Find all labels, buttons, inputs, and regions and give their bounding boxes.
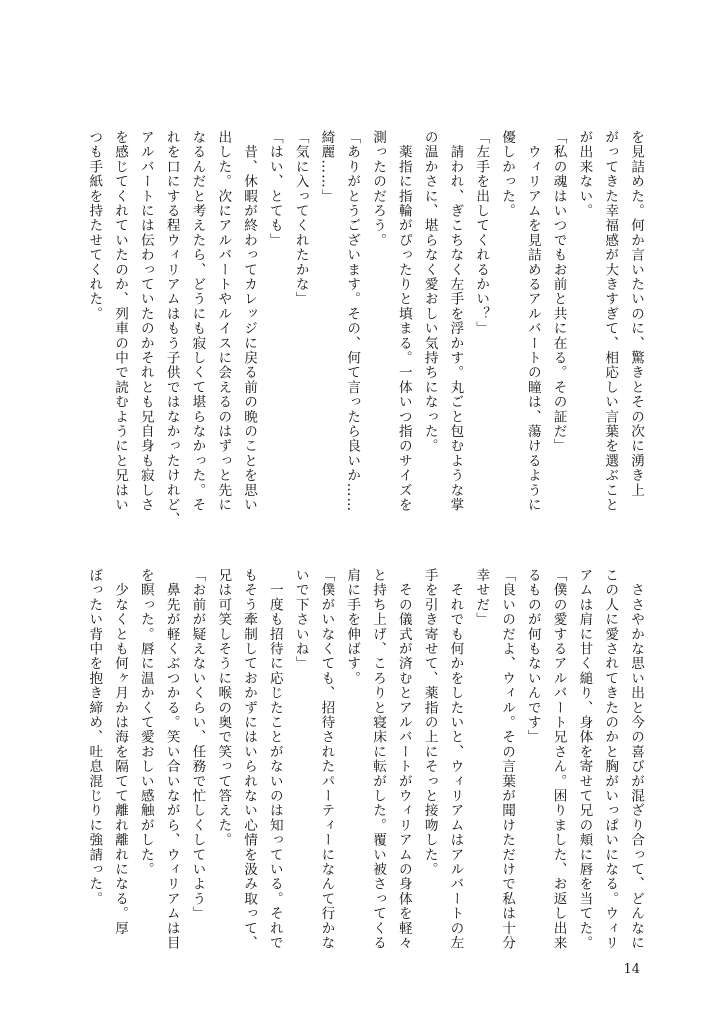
- text-column: がってきた幸福感が大きすぎて、相応しい言葉を選ぶこと: [602, 130, 619, 513]
- text-column: 「気に入ってくれたかな」: [292, 130, 309, 307]
- text-column: この人に愛されてきたのかと胸がいっぱいになる。ウィリ: [602, 568, 619, 951]
- text-column: 「左手を出してくれるかい？」: [473, 130, 490, 336]
- text-column: の温かさに、堪らなく愛おしい気持ちになった。: [421, 130, 438, 454]
- upper-text-block: [80, 130, 648, 530]
- text-column: 「良いのだよ、ウィル。その言葉が聞けただけで私は十分: [499, 568, 516, 951]
- text-column: 測ったのだろう。: [370, 130, 387, 248]
- text-column: 少なくとも何ヶ月かは海を隔てて離れ離れになる。厚: [112, 568, 129, 936]
- text-column: と持ち上げ、ころりと寝床に転がした。覆い被さってくる: [370, 568, 387, 951]
- text-column: 昔、休暇が終わってカレッジに戻る前の晩のことを思い: [241, 130, 258, 513]
- text-column: 「僕がいなくても、招待されたパーティーになんて行かな: [318, 568, 335, 951]
- text-column: を瞑った。唇に温かくて愛おしい感触がした。: [137, 568, 154, 877]
- text-column: が出来ない。: [576, 130, 593, 219]
- text-column: アムは肩に甘く縋り、身体を寄せて兄の頬に唇を当てた。: [576, 568, 593, 951]
- text-column: アルバートには伝わっていたのかそれとも兄自身も寂しさ: [137, 130, 154, 513]
- text-column: 「お前が疑えないくらい、任務で忙しくしていよう」: [189, 568, 206, 921]
- text-column: 綺麗……」: [318, 130, 335, 204]
- text-column: 手を引き寄せて、薬指の上にそっと接吻した。: [421, 568, 438, 877]
- text-column: 鼻先が軽くぶつかる。笑い合いながら、ウィリアムは目: [163, 568, 180, 951]
- text-column: つも手紙を持たせてくれた。: [86, 130, 103, 322]
- text-column: それでも何かをしたいと、ウィリアムはアルバートの左: [447, 568, 464, 951]
- text-column: 優しかった。: [499, 130, 516, 219]
- text-column: 出した。次にアルバートやルイスに会えるのはずっと先に: [215, 130, 232, 513]
- text-column: 肩に手を伸ばす。: [344, 568, 361, 686]
- page-number: 14: [623, 962, 640, 977]
- text-column: を感じてくれていたのか、列車の中で読むようにと兄はい: [112, 130, 129, 513]
- text-column: 「ありがとうございます。その、何て言ったら良いか……: [344, 130, 361, 513]
- text-column: 請われ、ぎこちなく左手を浮かす。丸ごと包むような掌: [447, 130, 464, 513]
- text-column: 「私の魂はいつでもお前と共に在る。その証だ」: [550, 130, 567, 454]
- lower-text-block: [80, 568, 648, 958]
- text-column: その儀式が済むとアルバートがウィリアムの身体を軽々: [395, 568, 412, 951]
- text-column: 薬指に指輪がぴったりと填まる。一体いつ指のサイズを: [395, 130, 412, 513]
- text-column: るものが何もないんです」: [524, 568, 541, 745]
- text-column: 「僕の愛するアルバート兄さん。困りました、お返し出来: [550, 568, 567, 951]
- text-column: 「はい、とても」: [266, 130, 283, 248]
- text-column: れを口にする程ウィリアムはもう子供ではなかったけれど、: [163, 130, 180, 527]
- text-column: もそう牽制しておかずにはいられない心情を汲み取って、: [241, 568, 258, 951]
- text-column: 幸せだ」: [473, 568, 490, 627]
- text-column: 一度も招待に応じたことがないのは知っている。それで: [266, 568, 283, 951]
- text-column: なるんだと考えたら、どうにも寂しくて堪らなかった。そ: [189, 130, 206, 513]
- text-column: ささやかな思い出と今の喜びが混ざり合って、どんなに: [628, 568, 644, 951]
- text-column: ぼったい背中を抱き締め、吐息混じりに強請った。: [86, 568, 103, 907]
- text-column: ウィリアムを見詰めるアルバートの瞳は、蕩けるように: [524, 130, 541, 513]
- text-column: を見詰めた。何か言いたいのに、驚きとその次に湧き上: [628, 130, 644, 498]
- text-column: いで下さいね」: [292, 568, 309, 671]
- text-column: 兄は可笑しそうに喉の奥で笑って答えた。: [215, 568, 232, 848]
